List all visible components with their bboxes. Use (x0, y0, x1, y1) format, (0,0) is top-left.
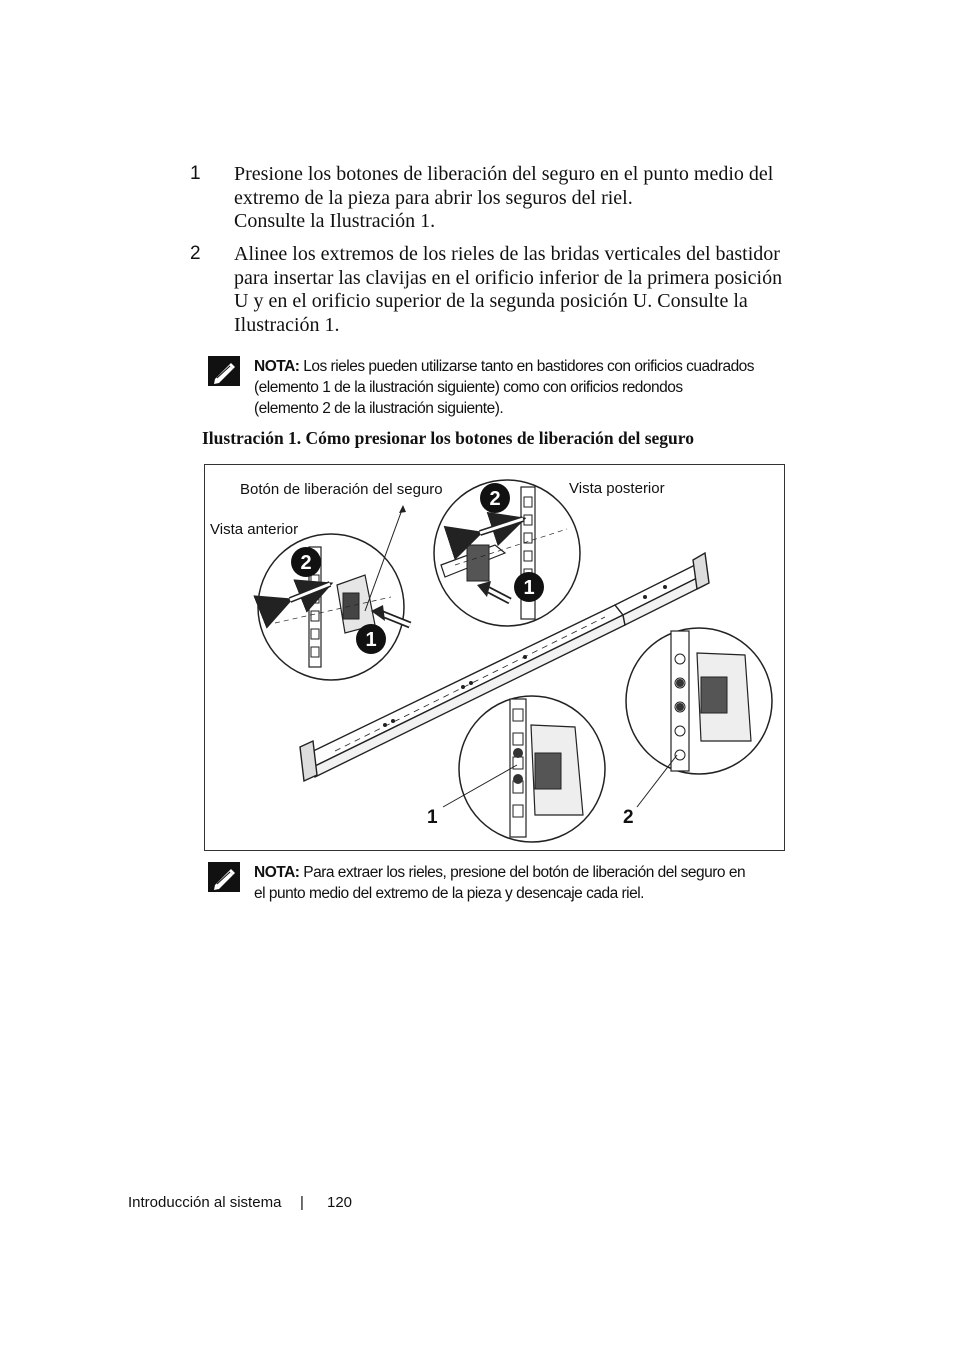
note-line: Para extraer los rieles, presione del botón de liberación del seguro en (299, 864, 746, 881)
callout-rear-slide (480, 483, 510, 513)
figure-caption: Ilustración 1. Cómo presionar los botones de liberación del seguro (202, 428, 694, 448)
round-hole-leader (637, 755, 677, 807)
note-line: el punto medio del extremo de la pieza y desencaje cada riel. (254, 885, 644, 902)
note-line: (elemento 2 de la ilustración siguiente). (254, 400, 504, 417)
footer-separator: | (300, 1194, 304, 1211)
figure-rail-release (204, 464, 785, 851)
step-line: extremo de la pieza para abrir los seguros del riel. (234, 186, 633, 209)
label-release-button: Botón de liberación del seguro (240, 481, 443, 498)
callout-front-slide (291, 547, 321, 577)
callout-square-hole: 1 (427, 807, 438, 828)
note-line: Los rieles pueden utilizarse tanto en bastidores con orificios cuadrados (299, 358, 755, 375)
note-label: NOTA: (254, 358, 300, 375)
step-line: Consulte la Ilustración 1. (234, 210, 436, 232)
note-text (254, 862, 745, 904)
step-text (234, 163, 864, 234)
step-line: U y en el orificio superior de la segunda posición U. Consulte la (234, 290, 748, 312)
note-pencil-icon (208, 862, 240, 892)
note-label: NOTA: (254, 864, 300, 881)
svg-text:2: 2 (489, 488, 501, 510)
step-text (234, 243, 864, 337)
note-line: (elemento 1 de la ilustración siguiente) como con orificios redondos (254, 379, 683, 396)
note-pencil-icon (208, 356, 240, 386)
square-hole-detail (459, 696, 605, 842)
step-line: Ilustración 1. (234, 313, 340, 336)
svg-text:1: 1 (523, 577, 535, 599)
note-text (254, 356, 754, 419)
step-line: Presione los botones de liberación del seguro en el punto medio del (234, 163, 774, 185)
step-line: Alinee los extremos de los rieles de las bridas verticales del bastidor (234, 243, 780, 265)
footer-page-number: 120 (327, 1194, 353, 1211)
svg-text:1: 1 (365, 629, 377, 651)
label-front-view: Vista anterior (210, 521, 299, 538)
svg-text:2: 2 (300, 552, 312, 574)
round-hole-detail (626, 628, 772, 774)
label-rear-view: Vista posterior (569, 480, 665, 497)
step-number: 2 (190, 243, 201, 264)
step-line: para insertar las clavijas en el orificio inferior de la primera posición (234, 266, 783, 289)
callout-rear-push (514, 572, 544, 602)
front-view-detail (258, 534, 410, 680)
callout-round-hole: 2 (623, 807, 634, 828)
footer-section: Introducción al sistema (128, 1194, 282, 1211)
step-number: 1 (190, 163, 201, 184)
callout-front-push (356, 624, 386, 654)
